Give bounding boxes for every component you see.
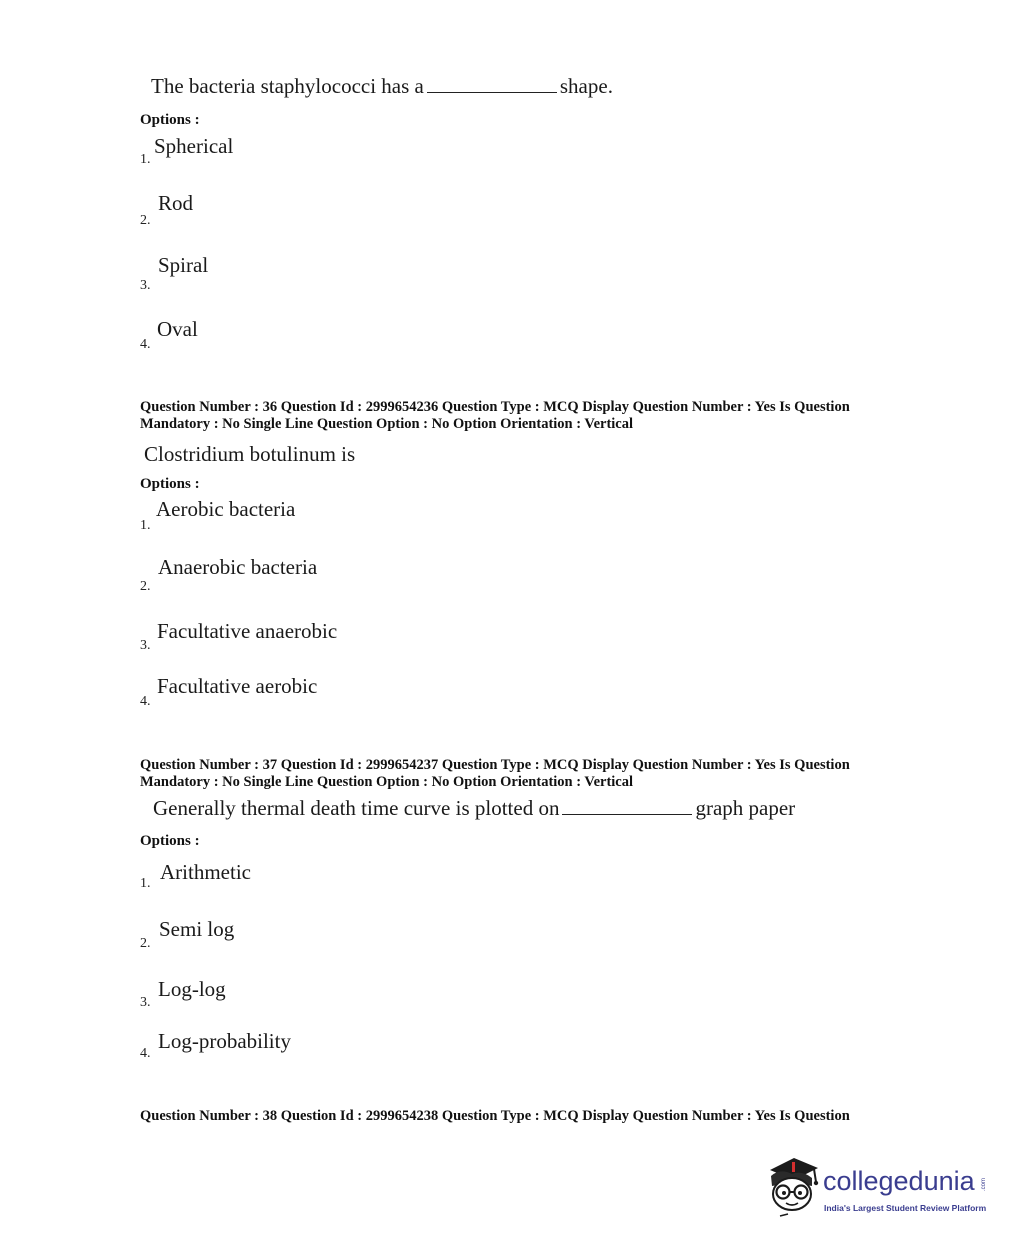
q37-stem-before: Generally thermal death time curve is plotted on: [153, 796, 560, 820]
q36-options-label: Options :: [140, 476, 200, 492]
q35-options-label: Options :: [140, 112, 200, 128]
q37-option-1-text: Arithmetic: [160, 860, 251, 884]
q37-option-3-text: Log-log: [158, 977, 226, 1001]
q35-option-4-number: 4.: [140, 337, 151, 352]
q36-option-1-text: Aerobic bacteria: [156, 497, 296, 521]
q36-option-4-number: 4.: [140, 694, 151, 709]
logo-wordmark: collegedunia: [823, 1166, 975, 1196]
q36-option-2-number: 2.: [140, 579, 151, 594]
q35-option-2-number: 2.: [140, 213, 151, 228]
q35-blank: [427, 76, 557, 93]
q36-option-3-text: Facultative anaerobic: [157, 619, 338, 643]
q36-option-3-number: 3.: [140, 638, 151, 653]
logo-dotcom: .com: [981, 1178, 987, 1192]
q37-stem: [153, 796, 795, 821]
q35-option-3-text: Spiral: [158, 253, 209, 277]
q37-option-1-number: 1.: [140, 876, 151, 891]
q35-option-1-text: Spherical: [154, 134, 234, 158]
q35-option-4-text: Oval: [157, 317, 198, 341]
q35-stem: [151, 74, 613, 99]
q35-option-2-text: Rod: [158, 191, 194, 215]
q37-blank: [562, 798, 692, 815]
q37-meta: Question Number : 37 Question Id : 2999654237 Question Type : MCQ Display Question Number : Yes Is Question Mandatory : No Single Line Question Option : No Option Orientation : Vertical: [140, 757, 850, 790]
q36-meta: Question Number : 36 Question Id : 2999654236 Question Type : MCQ Display Question Number : Yes Is Question Mandatory : No Single Line Question Option : No Option Orientation : Vertical: [140, 399, 850, 432]
q36-option-2-text: Anaerobic bacteria: [158, 555, 318, 579]
q37-option-3-number: 3.: [140, 995, 151, 1010]
q35-stem-after: shape.: [559, 74, 613, 98]
q37-option-4-number: 4.: [140, 1046, 151, 1061]
q35-option-3-number: 3.: [140, 278, 151, 293]
q36-stem: Clostridium botulinum is: [144, 442, 356, 466]
q37-option-2-number: 2.: [140, 936, 151, 951]
mascot-icon: [762, 1152, 822, 1222]
q36-option-1-number: 1.: [140, 518, 151, 533]
q37-stem-after: graph paper: [695, 796, 796, 820]
q37-options-label: Options :: [140, 833, 200, 849]
q35-option-1-number: 1.: [140, 152, 151, 167]
collegedunia-logo: [762, 1152, 994, 1226]
q36-option-4-text: Facultative aerobic: [157, 674, 318, 698]
q35-stem-before: The bacteria staphylococci has a: [151, 74, 424, 98]
q37-option-2-text: Semi log: [159, 917, 235, 941]
q37-option-4-text: Log-probability: [158, 1029, 291, 1053]
logo-tagline: India's Largest Student Review Platform: [824, 1203, 987, 1213]
q38-meta: Question Number : 38 Question Id : 2999654238 Question Type : MCQ Display Question Number : Yes Is Question: [140, 1108, 850, 1124]
